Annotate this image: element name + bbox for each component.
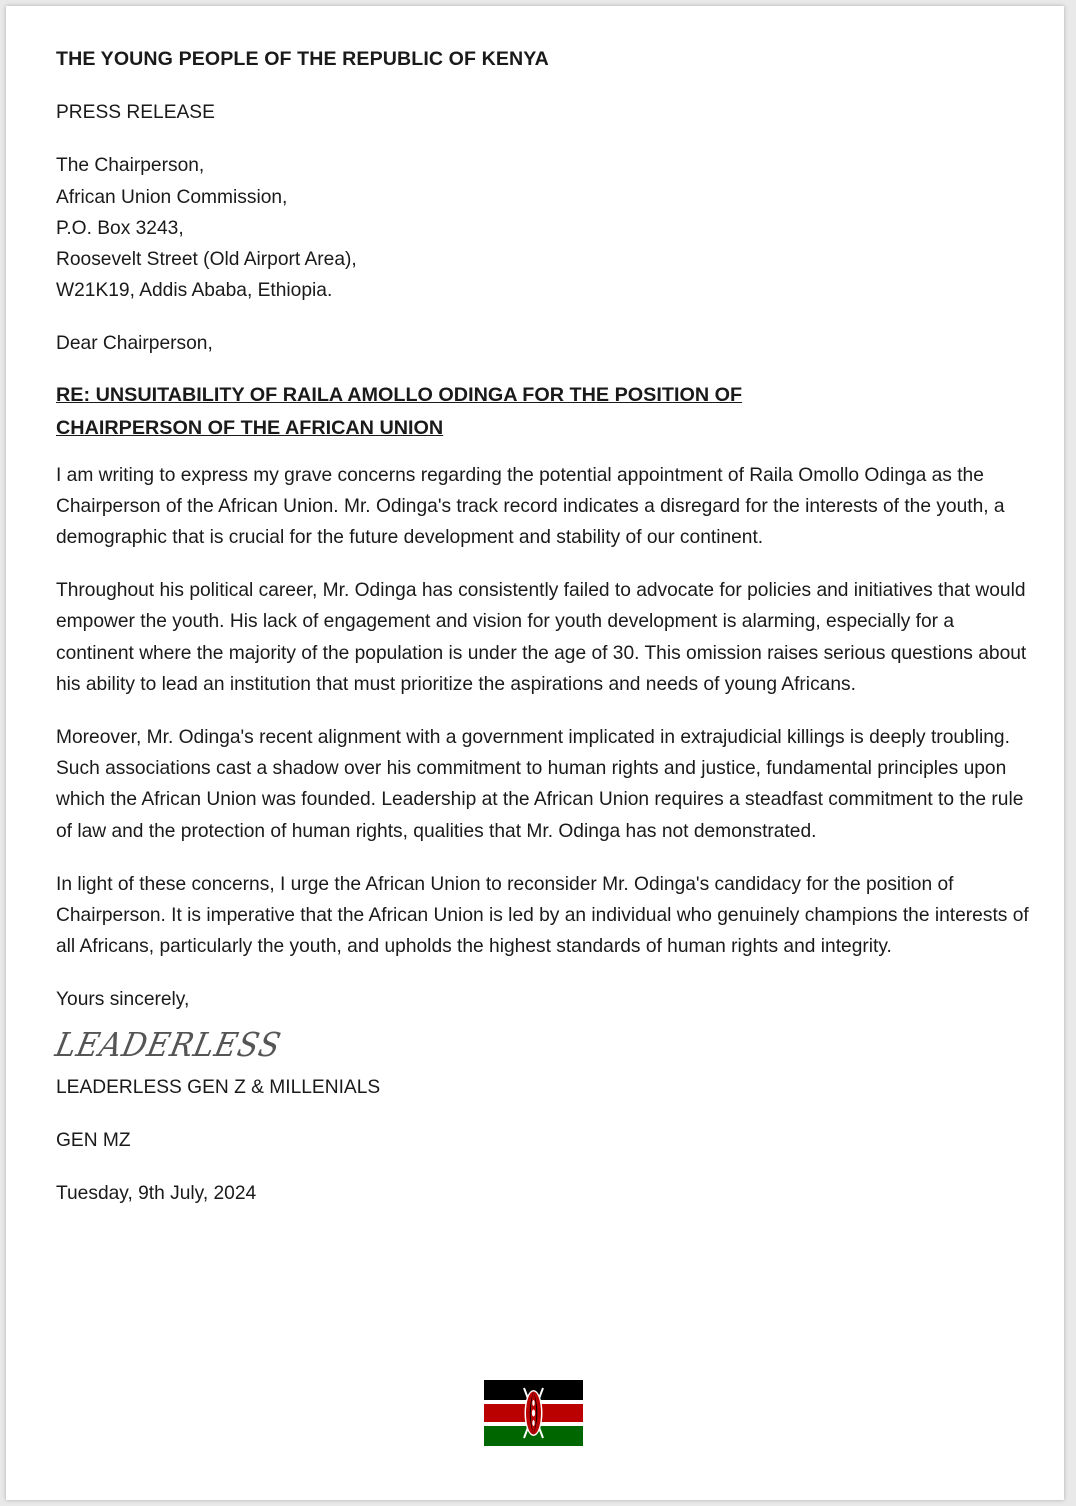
flag-shield-center bbox=[532, 1410, 535, 1417]
body-paragraph: I am writing to express my grave concerns regarding the potential appointment of Raila Omollo Odinga as the Chairperson of the African Union. Mr. Odinga's track record indicates a disregard for the interests of the youth, a demographic that is crucial for the future development and stability of our continent. bbox=[56, 464, 1005, 549]
body-paragraph: Throughout his political career, Mr. Odinga has consistently failed to advocate for policies and initiatives that would empower the youth. His lack of engagement and vision for youth development is alarming, especially for a continent where the majority of the population is under the age of 30. This omission raises serious questions about his ability to lead an institution that must prioritize the aspirations and needs of young Africans. bbox=[56, 580, 1027, 695]
signer-name: LEADERLESS GEN Z & MILLENIALS bbox=[56, 1076, 381, 1098]
signature: LEADERLESS bbox=[52, 1025, 285, 1065]
flag-shield-upper-mark bbox=[532, 1400, 534, 1406]
recipient-address bbox=[56, 150, 1031, 306]
closing: Yours sincerely, bbox=[56, 989, 190, 1011]
address-line: African Union Commission, bbox=[56, 186, 288, 208]
address-line: Roosevelt Street (Old Airport Area), bbox=[56, 249, 357, 271]
document-page bbox=[6, 6, 1064, 1500]
body-paragraph: In light of these concerns, I urge the African Union to reconsider Mr. Odinga's candidacy for the position of Chairperson. It is imperative that the African Union is led by an individual who genuinely champions the interests of all Africans, particularly the youth, and upholds the highest standards of human rights and integrity. bbox=[56, 873, 1029, 958]
letter-body bbox=[52, 44, 1031, 1209]
salutation: Dear Chairperson, bbox=[56, 333, 213, 355]
letter-heading: THE YOUNG PEOPLE OF THE REPUBLIC OF KENYA bbox=[56, 48, 549, 70]
letter-date: Tuesday, 9th July, 2024 bbox=[56, 1183, 257, 1205]
body-paragraph: Moreover, Mr. Odinga's recent alignment with a government implicated in extrajudicial killings is deeply troubling. Such associations cast a shadow over his commitment to human rights and justice, fundamental principles upon which the African Union was founded. Leadership at the African Union requires a steadfast commitment to the rule of law and the protection of human rights, qualities that Mr. Odinga has not demonstrated. bbox=[56, 727, 1024, 842]
address-line: P.O. Box 3243, bbox=[56, 217, 184, 239]
address-line: The Chairperson, bbox=[56, 155, 205, 177]
press-release-label: PRESS RELEASE bbox=[56, 102, 215, 124]
kenya-flag-icon bbox=[484, 1380, 583, 1446]
address-line: W21K19, Addis Ababa, Ethiopia. bbox=[56, 280, 333, 302]
organization-name: GEN MZ bbox=[56, 1129, 131, 1151]
subject-line: RE: UNSUITABILITY OF RAILA AMOLLO ODINGA FOR THE POSITION OF CHAIRPERSON OF THE AFRICAN UNION bbox=[56, 383, 743, 439]
flag-shield-lower-mark bbox=[532, 1420, 534, 1426]
